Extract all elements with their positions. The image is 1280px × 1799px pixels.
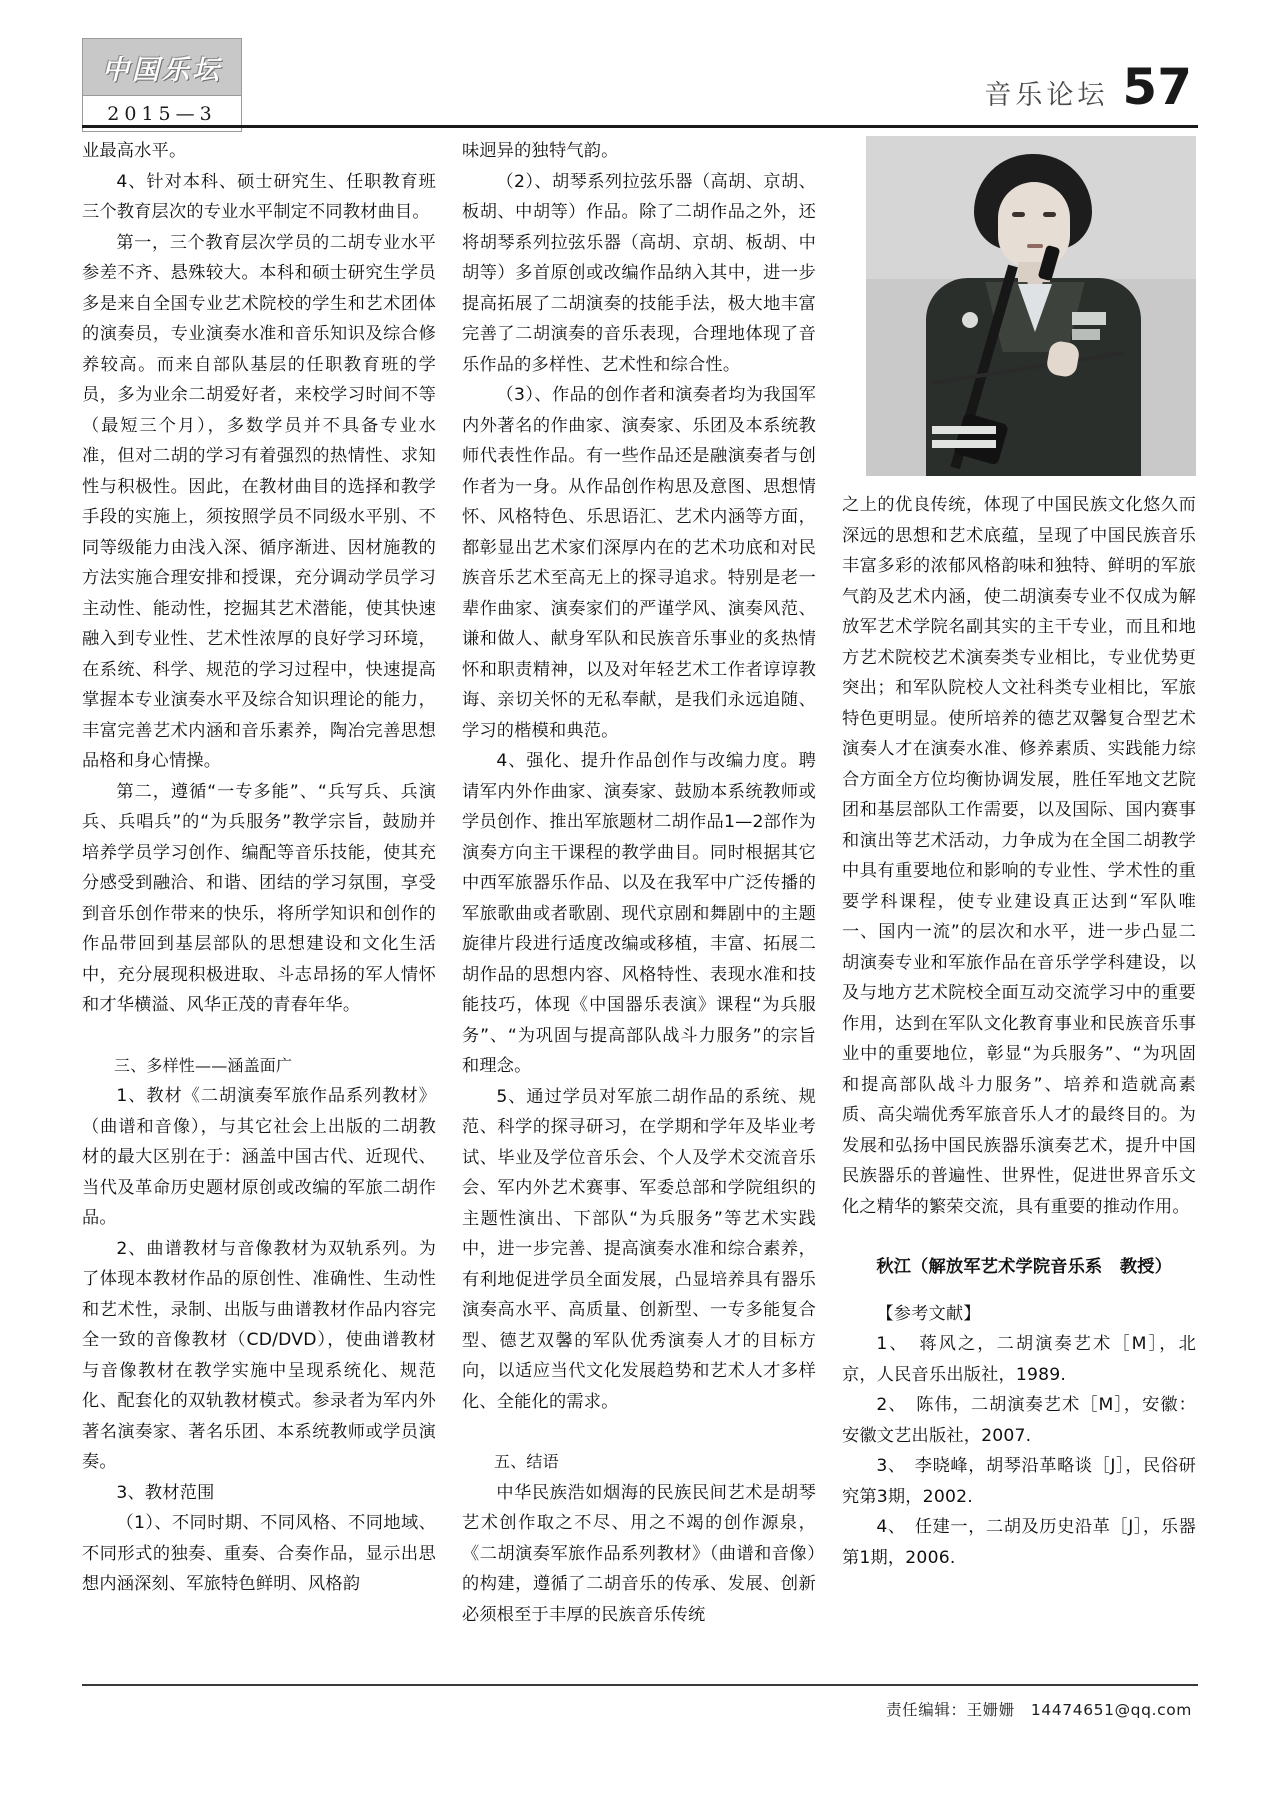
uniform-badge <box>1072 329 1100 340</box>
paragraph: 4、针对本科、硕士研究生、任职教育班三个教育层次的专业水平制定不同教材曲目。 <box>82 171 436 222</box>
column-2 <box>462 136 816 1676</box>
sleeve-cuff-stripe <box>932 426 996 434</box>
page-header <box>984 58 1192 116</box>
page-number: 57 <box>1122 58 1192 116</box>
header-rule <box>82 125 1198 128</box>
column-1 <box>82 136 436 1676</box>
reference-item: 4、 任建一，二胡及历史沿革［J］，乐器第1期，2006. <box>842 1517 1196 1568</box>
journal-logo: 中国乐坛 <box>82 38 242 96</box>
eye-right <box>1043 212 1056 217</box>
face <box>998 182 1070 268</box>
paragraph-spacer <box>462 1417 816 1447</box>
footer-rule <box>82 1684 1198 1686</box>
paragraph-spacer <box>82 1021 436 1051</box>
references-title: 【参考文献】 <box>876 1303 981 1324</box>
paragraph: （2）、胡琴系列拉弦乐器（高胡、京胡、板胡、中胡等）作品。除了二胡作品之外，还将胡琴系列拉弦乐器（高胡、京胡、板胡、中胡等）多首原创或改编作品纳入其中，进一步提高拓展了二胡演奏的技能手法，极大地丰富完善了二胡演奏的音乐表现，合理地体现了音乐作品的多样性、艺术性和综合性。 <box>462 171 816 375</box>
author-byline: 秋江（解放军艺术学院音乐系 教授） <box>876 1257 1172 1277</box>
mouth <box>1027 244 1043 248</box>
paragraph: 中华民族浩如烟海的民族民间艺术是胡琴艺术创作取之不尽、用之不竭的创作源泉，《二胡演奏军旅作品系列教材》（曲谱和音像）的构建，遵循了二胡音乐的传承、发展、创新必须根至于丰厚的民族音乐传统 <box>462 1482 816 1625</box>
author-portrait-photo <box>866 136 1196 476</box>
paragraph: 业最高水平。 <box>82 141 187 161</box>
page-footer <box>886 1698 1192 1720</box>
paragraph: 之上的优良传统，体现了中国民族文化悠久而深远的思想和艺术底蕴，呈现了中国民族音乐丰富多彩的浓郁风格韵味和独特、鲜明的军旅气韵及艺术内涵，使二胡演奏专业不仅成为解放军艺术学院名副其实的主干专业，而且和地方艺术院校艺术演奏类专业相比，专业优势更突出；和军队院校人文社科类专业相比，军旅特色更明显。使所培养的德艺双馨复合型艺术演奏人才在演奏水准、修养素质、实践能力综合方面全方位均衡协调发展，胜任军地文艺院团和基层部队工作需要，以及国际、国内赛事和演出等艺术活动，力争成为在全国二胡教学中具有重要地位和影响的专业性、学术性的重要学科课程，使专业建设真正达到“军队唯一、国内一流”的层次和水平，进一步凸显二胡演奏专业和军旅作品在音乐学学科建设，以及与地方艺术院校全面互动交流学习中的重要作用，达到在军队文化教育事业和民族音乐事业中的重要地位，彰显“为兵服务”、“为巩固和提高部队战斗力服务”、培养和造就高素质、高尖端优秀军旅音乐人才的最终目的。为发展和弘扬中国民族器乐演奏艺术，提升中国民族器乐的普遍性、世界性，促进世界音乐文化之精华的繁荣交流，具有重要的推动作用。 <box>842 495 1196 1217</box>
paragraph: 味迥异的独特气韵。 <box>462 141 619 161</box>
eye-left <box>1012 212 1025 217</box>
section-heading: 五、结语 <box>494 1452 559 1471</box>
article-body <box>82 136 1198 1676</box>
paragraph: 第二，遵循“一专多能”、“兵写兵、兵演兵、兵唱兵”的“为兵服务”教学宗旨，鼓励并培养学员学习创作、编配等音乐技能，使其充分感受到融洽、和谐、团结的学习氛围，享受到音乐创作带来的快乐，将所学知识和创作的作品带回到基层部队的思想建设和文化生活中，充分展现积极进取、斗志昂扬的军人情怀和才华横溢、风华正茂的青春年华。 <box>82 781 436 1015</box>
paragraph: 2、曲谱教材与音像教材为双轨系列。为了体现本教材作品的原创性、准确性、生动性和艺术性，录制、出版与曲谱教材作品内容完全一致的音像教材（CD/DVD），使曲谱教材与音像教材在教学实施中呈现系统化、规范化、配套化的双轨教材模式。参录者为军内外著名演奏家、著名乐团、本系统教师或学员演奏。 <box>82 1238 436 1472</box>
paragraph: 3、教材范围 <box>116 1482 215 1503</box>
masthead <box>82 38 242 132</box>
reference-item: 1、 蒋风之，二胡演奏艺术［M］，北京，人民音乐出版社，1989. <box>842 1334 1196 1385</box>
section-title: 音乐论坛 <box>984 80 1109 111</box>
sleeve-cuff-stripe <box>932 440 996 448</box>
paragraph: （3）、作品的创作者和演奏者均为我国军内外著名的作曲家、演奏家、乐团及本系统教师代表性作品。有一些作品还是融演奏者与创作者为一身。从作品创作构思及意图、思想情怀、风格特色、乐思语汇、艺术内涵等方面，都彰显出艺术家们深厚内在的艺术功底和对民族音乐艺术至高无上的探寻追求。特别是老一辈作曲家、演奏家们的严谨学风、演奏风范、谦和做人、献身军队和民族音乐事业的炙热情怀和职责精神，以及对年轻艺术工作者谆谆教诲、亲切关怀的无私奉献，是我们永远追随、学习的楷模和典范。 <box>462 385 816 741</box>
paragraph: 1、教材《二胡演奏军旅作品系列教材》（曲谱和音像），与其它社会上出版的二胡教材的最大区别在于：涵盖中国古代、近现代、当代及革命历史题材原创或改编的军旅二胡作品。 <box>82 1086 436 1228</box>
section-heading: 三、多样性——涵盖面广 <box>114 1055 293 1075</box>
paragraph: 第一，三个教育层次学员的二胡专业水平参差不齐、悬殊较大。本科和硕士研究生学员多是来自全国专业艺术院校的学生和艺术团体的演奏员，专业演奏水准和音乐知识及综合修养较高。而来自部队基层的任职教育班的学员，多为业余二胡爱好者，来校学习时间不等（最短三个月），多数学员并不具备专业水准，但对二胡的学习有着强烈的热情性、求知性与积极性。因此，在教材曲目的选择和教学手段的实施上，须按照学员不同级水平别、不同等级能力由浅入深、循序渐进、因材施教的方法实施合理安排和授课，充分调动学员学习主动性、能动性，挖掘其艺术潜能，使其快速融入到专业性、艺术性浓厚的良好学习环境，在系统、科学、规范的学习过程中，快速提高掌握本专业演奏水平及综合知识理论的能力，丰富完善艺术内涵和音乐素养，陶冶完善思想品格和身心情操。 <box>82 232 436 771</box>
paragraph-spacer <box>842 1222 1196 1252</box>
reference-item: 3、 李晓峰，胡琴沿革略谈［J］，民俗研究第3期，2002. <box>842 1456 1196 1507</box>
column-3 <box>842 136 1196 1676</box>
paragraph: 5、通过学员对军旅二胡作品的系统、规范、科学的探寻研习，在学期和学年及毕业考试、毕业及学位音乐会、个人及学术交流音乐会、军内外艺术赛事、军委总部和学院组织的主题性演出、下部队“为兵服务”等艺术实践中，进一步完善、提高演奏水准和综合素养，有利地促进学员全面发展，凸显培养具有器乐演奏高水平、高质量、创新型、一专多能复合型、德艺双馨的军队优秀演奏人才的目标方向，以适应当代文化发展趋势和艺术人才多样化、全能化的需求。 <box>462 1086 816 1412</box>
uniform-badge <box>1072 312 1106 325</box>
shoulder-insignia <box>962 312 978 328</box>
paragraph-spacer <box>842 1283 1196 1299</box>
reference-item: 2、 陈伟，二胡演奏艺术［M］，安徽：安徽文艺出版社，2007. <box>842 1395 1196 1446</box>
paragraph: （1）、不同时期、不同风格、不同地域、不同形式的独奏、重奏、合奏作品，显示出思想内涵深刻、军旅特色鲜明、风格韵 <box>82 1513 436 1594</box>
paragraph: 4、强化、提升作品创作与改编力度。聘请军内外作曲家、演奏家、鼓励本系统教师或学员创作、推出军旅题材二胡作品1—2部作为演奏方向主干课程的教学曲目。同时根据其它中西军旅器乐作品、以及在我军中广泛传播的军旅歌曲或者歌剧、现代京剧和舞剧中的主题旋律片段进行适度改编或移植，丰富、拓展二胡作品的思想内容、风格特性、表现水准和技能技巧，体现《中国器乐表演》课程“为兵服务”、“为巩固与提高部队战斗力服务”的宗旨和理念。 <box>462 751 816 1076</box>
issue-label: 2015—3 <box>82 96 242 132</box>
editor-label: 责任编辑：王姗姗 <box>886 1701 1015 1719</box>
editor-email: 14474651@qq.com <box>1030 1701 1192 1719</box>
